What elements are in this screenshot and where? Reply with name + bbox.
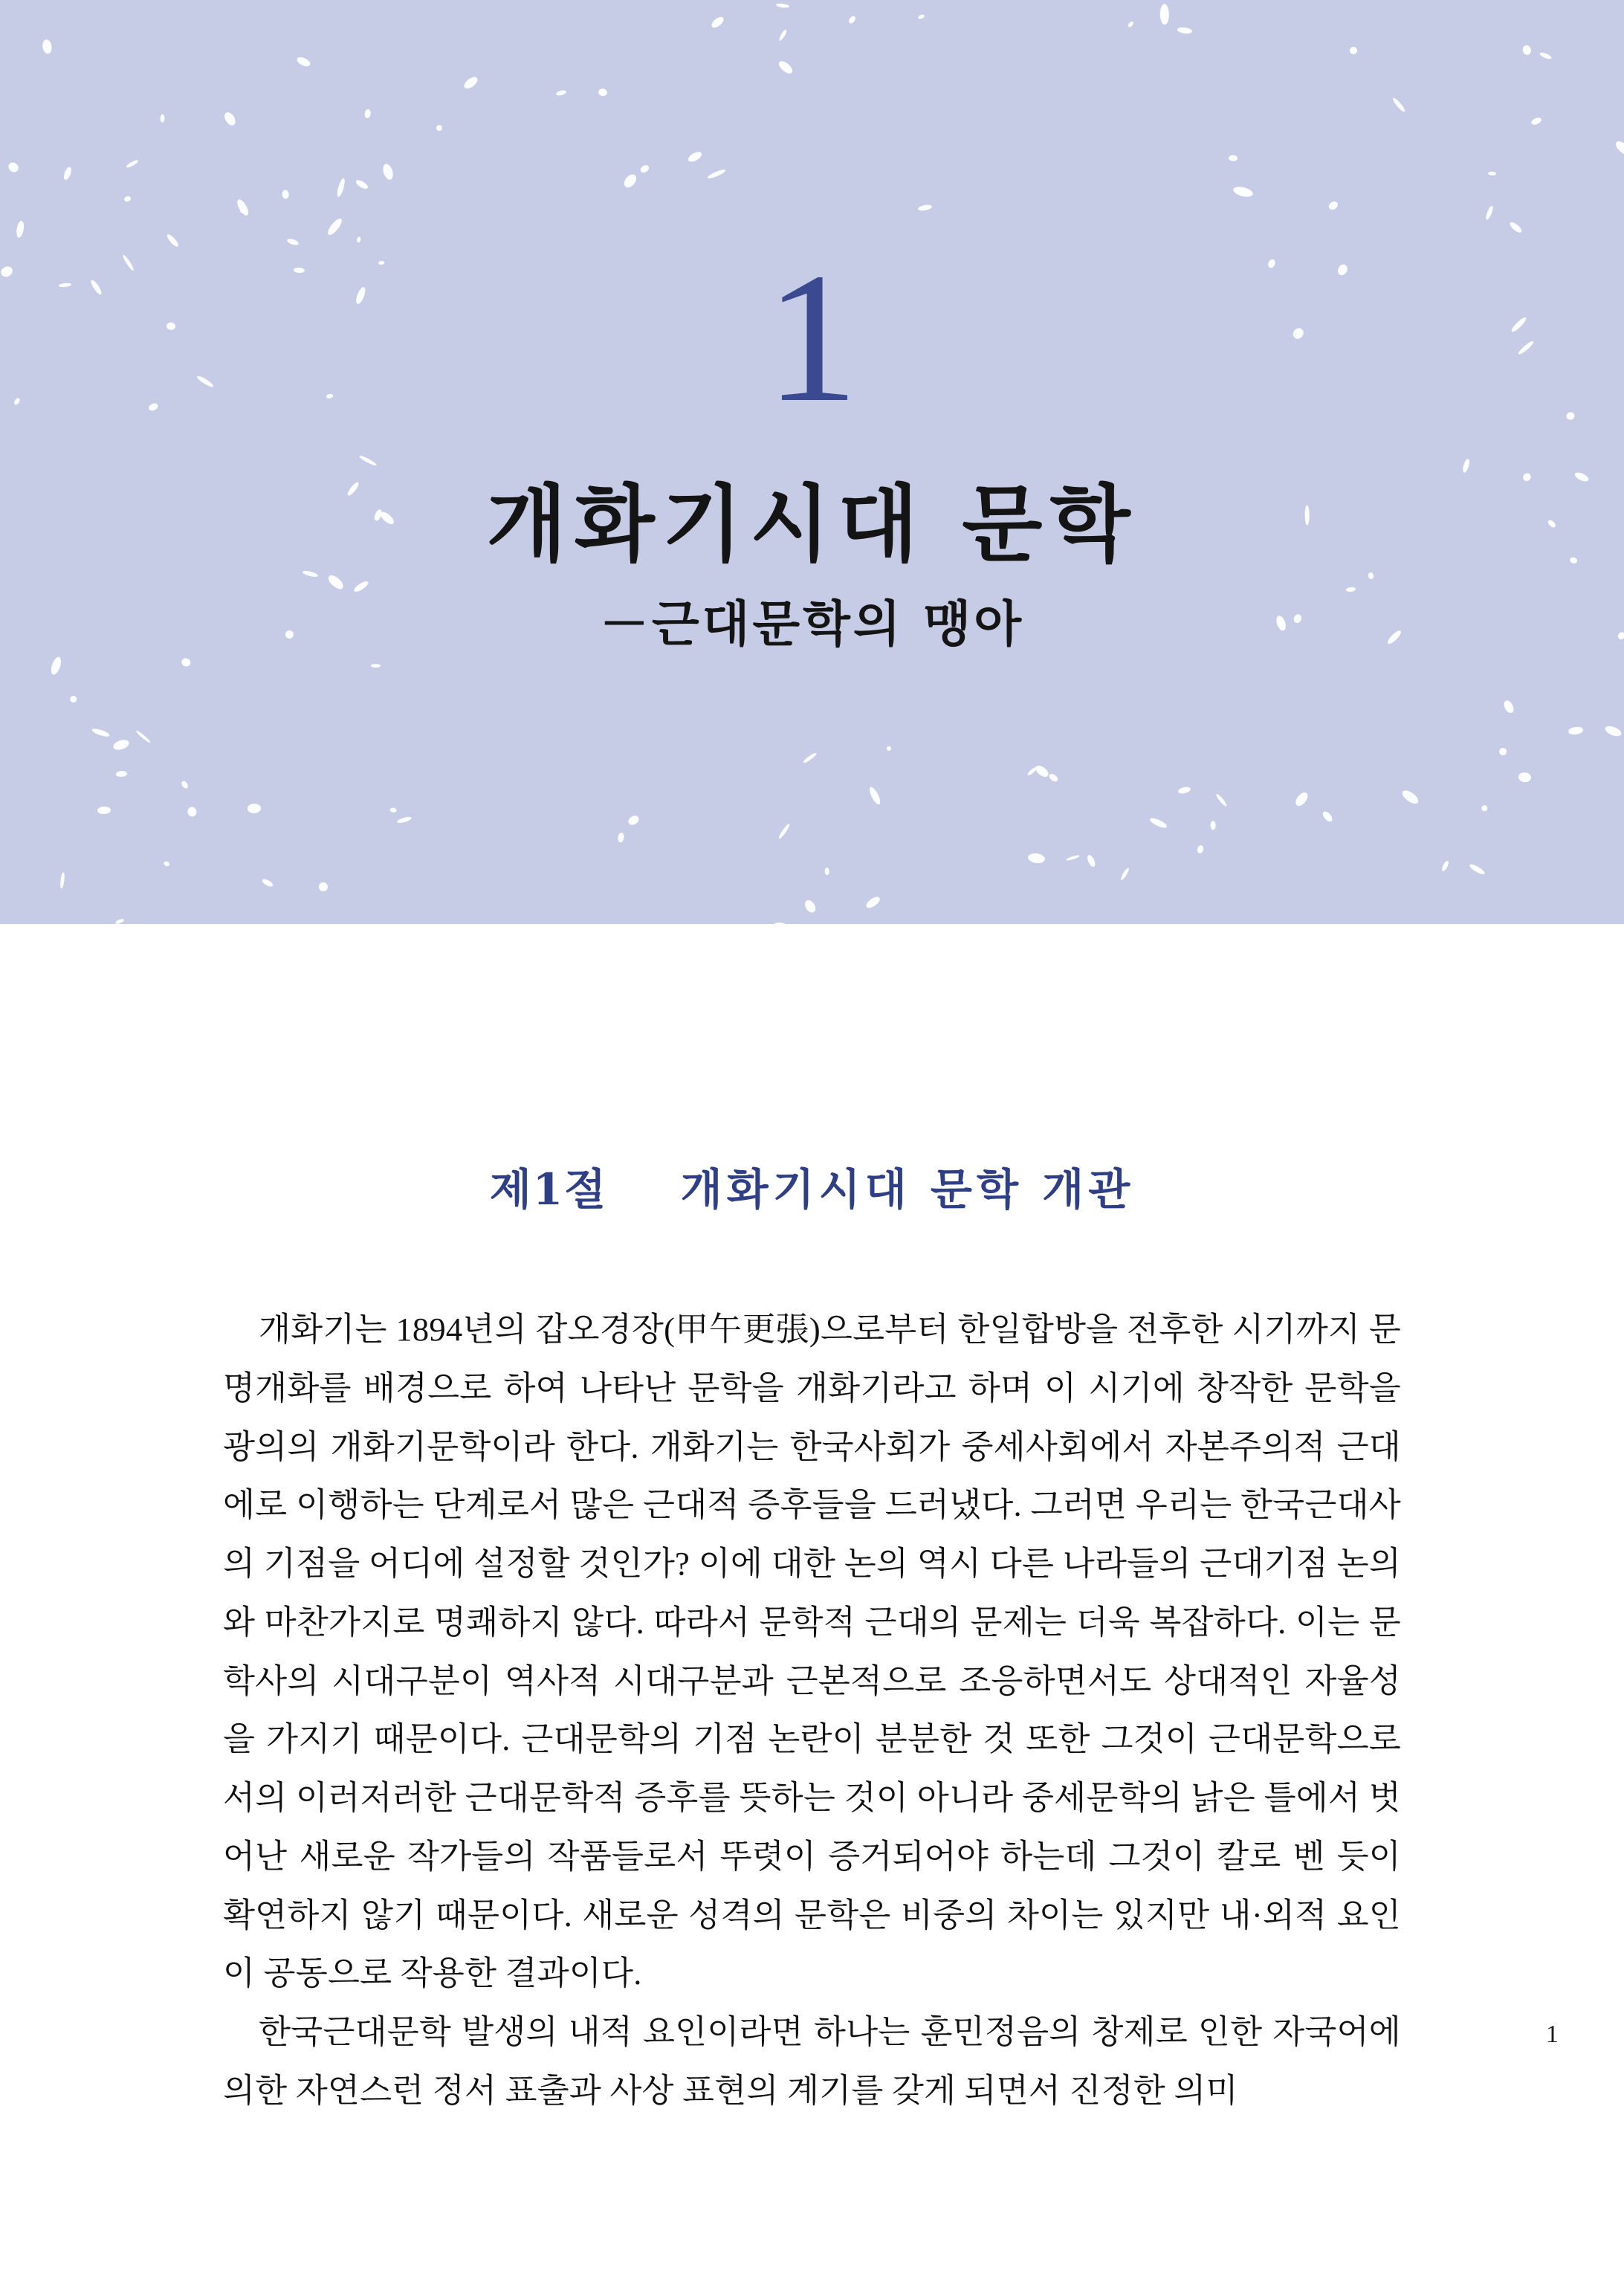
page-number: 1 — [1546, 2020, 1559, 2048]
page-body — [0, 1155, 1624, 2120]
section-label: 제1절 — [489, 1164, 608, 1215]
paragraph: 개화기는 1894년의 갑오경장(甲午更張)으로부터 한일합방을 전후한 시기까지 문명개화를 배경으로 하여 나타난 문학을 개화기라고 하며 이 시기에 창작한 문학을 광의의 개화기문학이라 한다. 개화기는 한국사회가 중세사회에서 자본주의적 근대에로 이행하는 단계로서 많은 근대적 증후들을 드러냈다. 그러면 우리는 한국근대사의 기점을 어디에 설정할 것인가? 이에 대한 논의 역시 다른 나라들의 근대기점 논의와 마찬가지로 명쾌하지 않다. 따라서 문학적 근대의 문제는 더욱 복잡하다. 이는 문학사의 시대구분이 역사적 시대구분과 근본적으로 조응하면서도 상대적인 자율성을 가지기 때문이다. 근대문학의 기점 논란이 분분한 것 또한 그것이 근대문학으로서의 이러저러한 근대문학적 증후를 뜻하는 것이 아니라 중세문학의 낡은 틀에서 벗어난 새로운 작가들의 작품들로서 뚜렷이 증거되어야 하는데 그것이 칼로 벤 듯이 확연하지 않기 때문이다. 새로운 성격의 문학은 비중의 차이는 있지만 내·외적 요인이 공동으로 작용한 결과이다. — [223, 1311, 1401, 1992]
section-title: 개화기시대 문학 개관 — [680, 1164, 1135, 1215]
chapter-number: 1 — [766, 235, 858, 441]
section-heading — [223, 1155, 1401, 1217]
paragraph: 한국근대문학 발생의 내적 요인이라면 하나는 훈민정음의 창제로 인한 자국어에 의한 자연스런 정서 표출과 사상 표현의 계기를 갖게 되면서 진정한 의미 — [223, 2013, 1401, 2109]
chapter-banner — [0, 0, 1624, 924]
body-copy — [223, 1300, 1401, 2120]
chapter-title: 개화기시대 문학 — [486, 476, 1138, 573]
chapter-subtitle: －근대문학의 맹아 — [599, 595, 1025, 653]
